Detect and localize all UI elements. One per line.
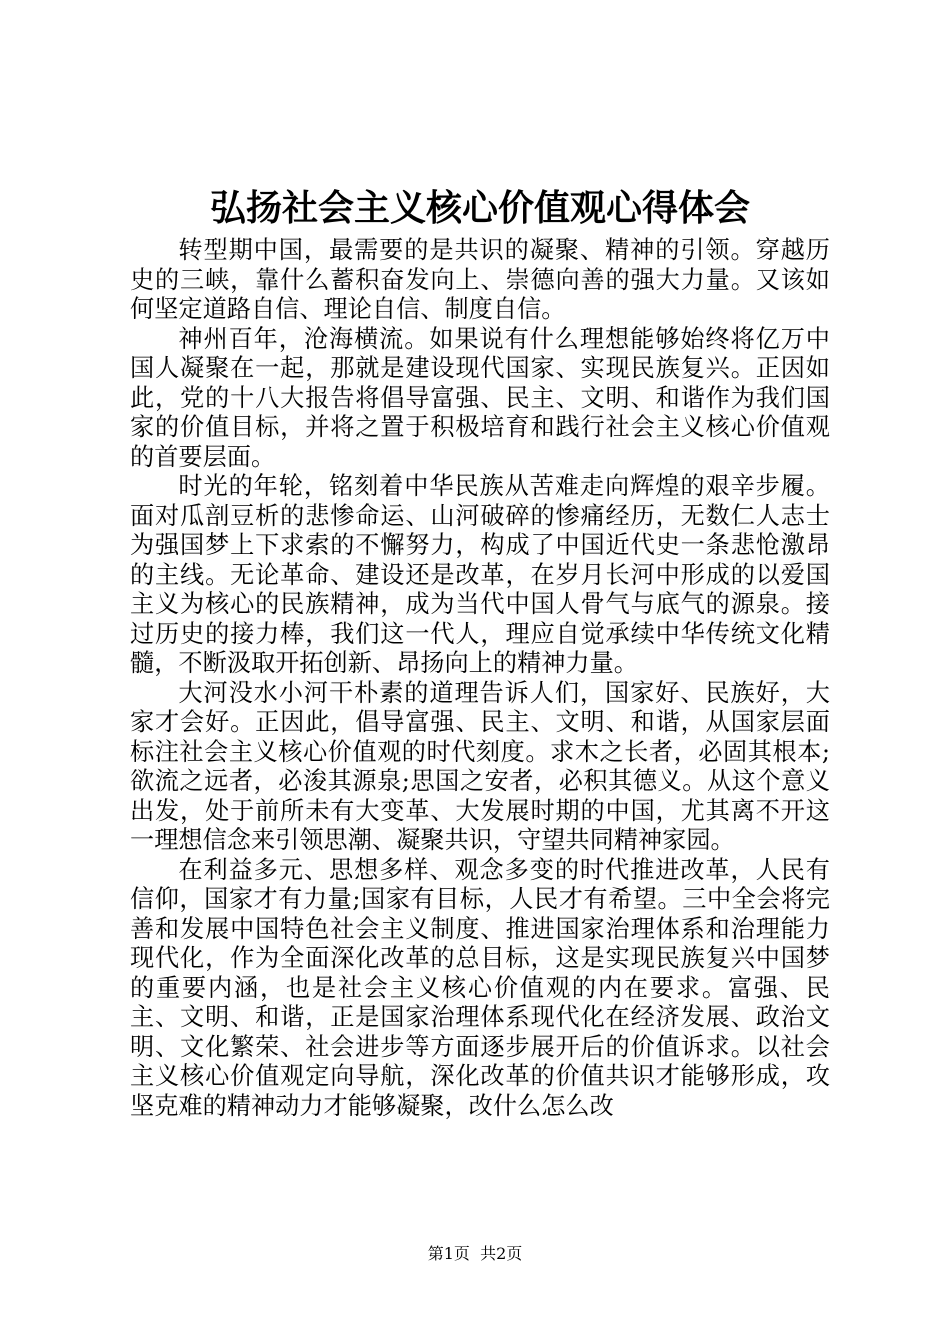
paragraph-4: 大河没水小河干朴素的道理告诉人们，国家好、民族好，大家才会好。正因此，倡导富强、民主、文明、和谐，从国家层面标注社会主义核心价值观的时代刻度。求木之长者，必固其根本;欲流之远者，必浚其源泉;思国之安者，必积其德义。从这个意义出发，处于前所未有大变革、大发展时期的中国，尤其离不开这一理想信念来引领思潮、凝聚共识，守望共同精神家园。: [130, 678, 830, 854]
page-number-footer: 第1页 共2页: [427, 1244, 523, 1263]
document-body: [130, 236, 830, 1121]
paragraph-1: 转型期中国，最需要的是共识的凝聚、精神的引领。穿越历史的三峡，靠什么蓄积奋发向上、崇德向善的强大力量。又该如何坚定道路自信、理论自信、制度自信。: [130, 236, 830, 323]
paragraph-3: 时光的年轮，铭刻着中华民族从苦难走向辉煌的艰辛步履。面对瓜剖豆析的悲惨命运、山河破碎的惨痛经历，无数仁人志士为强国梦上下求索的不懈努力，构成了中国近代史一条悲怆激昂的主线。无论革命、建设还是改革，在岁月长河中形成的以爱国主义为核心的民族精神，成为当代中国人骨气与底气的源泉。接过历史的接力棒，我们这一代人，理应自觉承续中华传统文化精髓，不断汲取开拓创新、昂扬向上的精神力量。: [130, 472, 830, 677]
document-title: 弘扬社会主义核心价值观心得体会: [209, 187, 750, 229]
paragraph-5: 在利益多元、思想多样、观念多变的时代推进改革，人民有信仰，国家才有力量;国家有目标，人民才有希望。三中全会将完善和发展中国特色社会主义制度、推进国家治理体系和治理能力现代化，作为全面深化改革的总目标，这是实现民族复兴中国梦的重要内涵，也是社会主义核心价值观的内在要求。富强、民主、文明、和谐，正是国家治理体系现代化在经济发展、政治文明、文化繁荣、社会进步等方面逐步展开后的价值诉求。以社会主义核心价值观定向导航，深化改革的价值共识才能够形成，攻坚克难的精神动力才能够凝聚，改什么怎么改: [130, 855, 830, 1120]
paragraph-2: 神州百年，沧海横流。如果说有什么理想能够始终将亿万中国人凝聚在一起，那就是建设现代国家、实现民族复兴。正因如此，党的十八大报告将倡导富强、民主、文明、和谐作为我们国家的价值目标，并将之置于积极培育和践行社会主义核心价值观的首要层面。: [130, 324, 830, 471]
